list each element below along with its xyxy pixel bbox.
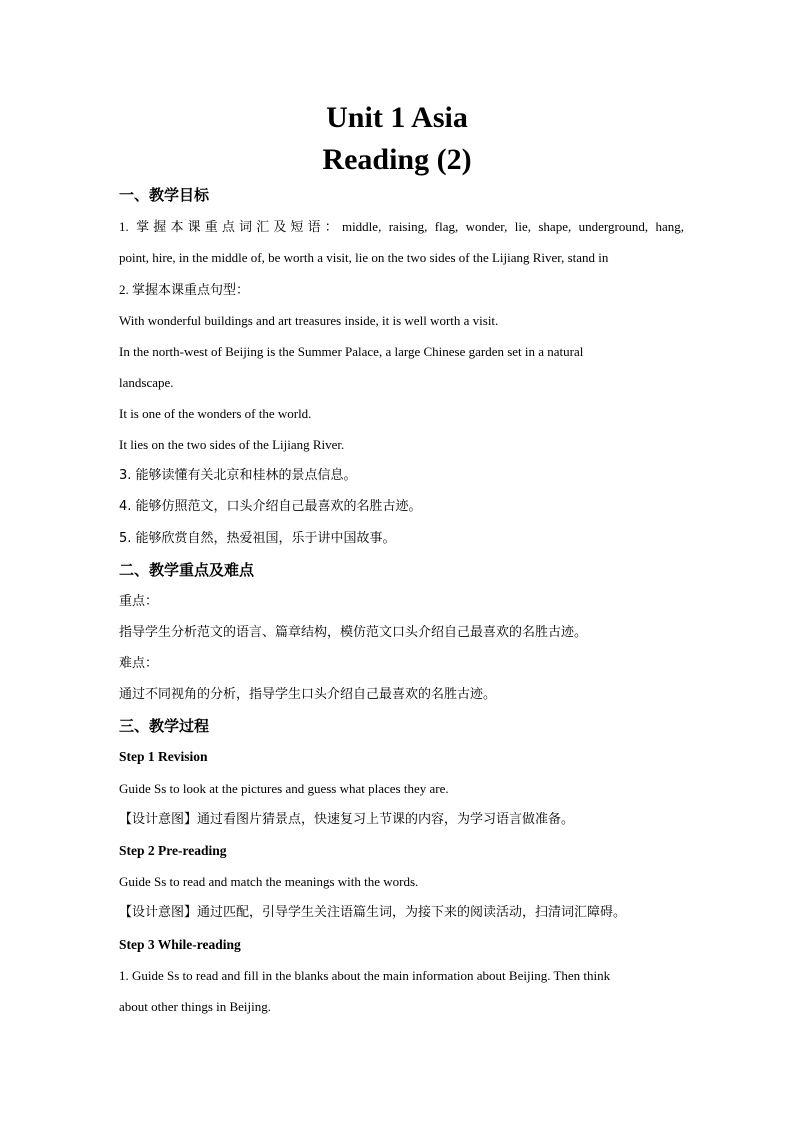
objective-item-5: 5. 能够欣赏自然，热爱祖国，乐于讲中国故事。 [119, 531, 396, 546]
step-2-text: Guide Ss to read and match the meanings with the words. [119, 874, 419, 889]
step-2-intent: 【设计意图】通过匹配，引导学生关注语篇生词，为接下来的阅读活动，扫清词汇障碍。 [119, 905, 627, 920]
objective-item-1-line-2: point, hire, in the middle of, be worth a visit, lie on the two sides of the Lijiang River, stand in [119, 250, 609, 265]
step-3-line-2: about other things in Beijing. [119, 999, 272, 1014]
step-3-title: Step 3 While-reading [119, 937, 241, 952]
difficult-point-text: 通过不同视角的分析，指导学生口头介绍自己最喜欢的名胜古迹。 [119, 687, 497, 702]
step-1-title: Step 1 Revision [119, 749, 208, 764]
section-heading-process: 三、教学过程 [119, 717, 210, 735]
objective-item-1-line-1: 1. 掌握本课重点词汇及短语：middle, raising, flag, wonder, lie, shape, underground, hang, [119, 219, 684, 234]
step-1-intent: 【设计意图】通过看图片猜景点，快速复习上节课的内容，为学习语言做准备。 [119, 812, 575, 827]
document-subtitle: Reading (2) [322, 143, 472, 176]
step-3-line-1: 1. Guide Ss to read and fill in the blanks about the main information about Beijing. Then think [119, 968, 611, 983]
step-1-text: Guide Ss to look at the pictures and guess what places they are. [119, 781, 449, 796]
key-sentence-2-line-2: landscape. [119, 375, 174, 390]
objective-item-3: 3. 能够读懂有关北京和桂林的景点信息。 [119, 468, 357, 483]
difficult-point-label: 难点： [119, 656, 159, 671]
objective-item-4: 4. 能够仿照范文，口头介绍自己最喜欢的名胜古迹。 [119, 499, 422, 514]
step-2-title: Step 2 Pre-reading [119, 843, 227, 858]
key-point-text: 指导学生分析范文的语言、篇章结构，模仿范文口头介绍自己最喜欢的名胜古迹。 [119, 625, 588, 640]
document-title: Unit 1 Asia [326, 101, 468, 134]
key-sentence-3: It is one of the wonders of the world. [119, 406, 312, 421]
key-sentence-2-line-1: In the north-west of Beijing is the Summer Palace, a large Chinese garden set in a natural [119, 344, 584, 359]
key-sentence-4: It lies on the two sides of the Lijiang River. [119, 437, 345, 452]
key-point-label: 重点： [119, 594, 159, 609]
key-sentence-1: With wonderful buildings and art treasures inside, it is well worth a visit. [119, 313, 499, 328]
section-heading-objectives: 一、教学目标 [119, 186, 210, 204]
section-heading-key-points: 二、教学重点及难点 [119, 561, 255, 579]
objective-item-2: 2. 掌握本课重点句型： [119, 282, 250, 297]
